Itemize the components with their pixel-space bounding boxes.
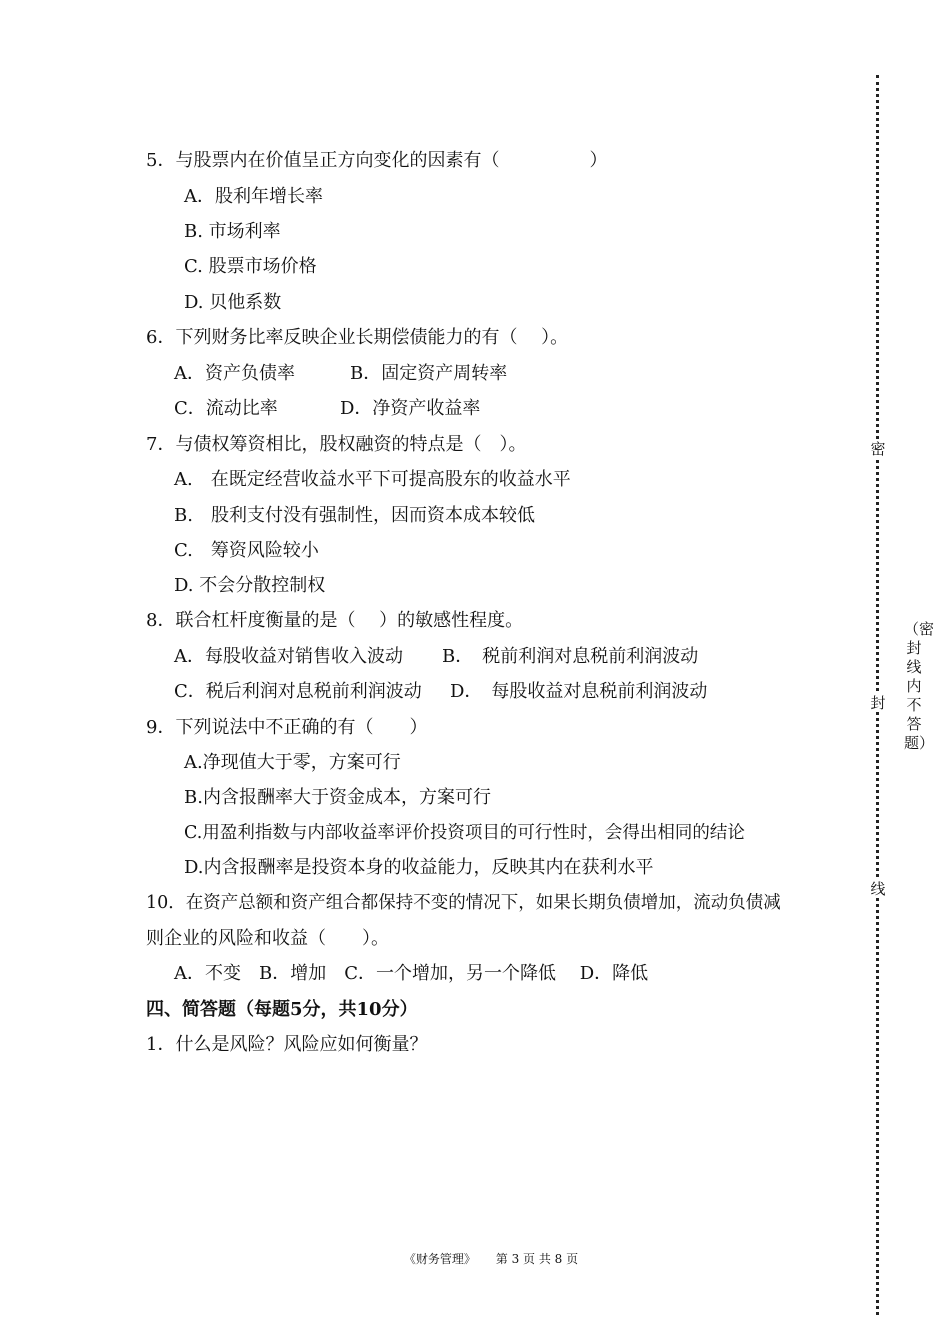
q10-options: A．不变 B．增加 C．一个增加，另一个降低 D．降低 <box>174 963 649 984</box>
q6-option-b: B．固定资产周转率 <box>350 363 508 384</box>
q5-stem: 5．与股票内在价值呈正方向变化的因素有（ ） <box>146 150 608 171</box>
section4-question-1: 1．什么是风险？风险应如何衡量？ <box>146 1034 428 1055</box>
seal-char-feng: 封 <box>868 694 888 712</box>
section4-title: 四、简答题（每题5分，共10分） <box>146 999 418 1020</box>
q6-option-d: D．净资产收益率 <box>340 398 481 419</box>
q7-option-c: C. 筹资风险较小 <box>174 540 319 561</box>
q5-option-b: B. 市场利率 <box>184 221 281 242</box>
q9-option-b: B.内含报酬率大于资金成本，方案可行 <box>184 787 491 808</box>
q8-option-c: C．税后利润对息税前利润波动 <box>174 681 422 702</box>
seal-note: （密封线内不答题） <box>904 620 935 752</box>
q9-option-a: A.净现值大于零，方案可行 <box>184 752 401 773</box>
q9-option-c: C.用盈利指数与内部收益率评价投资项目的可行性时，会得出相同的结论 <box>184 823 745 843</box>
q7-stem: 7．与债权筹资相比，股权融资的特点是（ ）。 <box>146 434 527 455</box>
q6-option-a: A．资产负债率 <box>174 363 295 384</box>
q8-stem: 8．联合杠杆度衡量的是（ ）的敏感性程度。 <box>146 610 524 631</box>
page-footer <box>0 1250 950 1267</box>
q9-stem: 9．下列说法中不正确的有（ ） <box>146 717 428 738</box>
footer-course: 《财务管理》 <box>403 1252 476 1266</box>
q6-option-c: C．流动比率 <box>174 398 278 419</box>
q5-option-a: A．股利年增长率 <box>184 186 323 207</box>
q8-option-d: D． 每股收益对息税前利润波动 <box>450 681 708 702</box>
q7-option-a: A. 在既定经营收益水平下可提高股东的收益水平 <box>174 469 571 490</box>
q9-option-d: D.内含报酬率是投资本身的收益能力，反映其内在获利水平 <box>184 857 654 878</box>
q7-option-b: B. 股利支付没有强制性，因而资本成本较低 <box>174 505 535 526</box>
q10-stem-line1: 10．在资产总额和资产组合都保持不变的情况下，如果长期负债增加，流动负债减 <box>146 893 781 913</box>
q5-option-c: C. 股票市场价格 <box>184 256 317 277</box>
q10-stem-line2: 则企业的风险和收益（ ）。 <box>146 928 389 949</box>
q5-option-d: D. 贝他系数 <box>184 292 282 313</box>
footer-page-number: 第 3 页 共 8 页 <box>495 1252 579 1266</box>
q7-option-d: D. 不会分散控制权 <box>174 575 326 596</box>
seal-char-xian: 线 <box>868 880 888 898</box>
seal-char-mi: 密 <box>868 440 888 458</box>
q6-stem: 6．下列财务比率反映企业长期偿债能力的有（ ）。 <box>146 327 569 348</box>
q8-option-b: B． 税前利润对息税前利润波动 <box>442 646 699 667</box>
q8-option-a: A．每股收益对销售收入波动 <box>174 646 403 667</box>
